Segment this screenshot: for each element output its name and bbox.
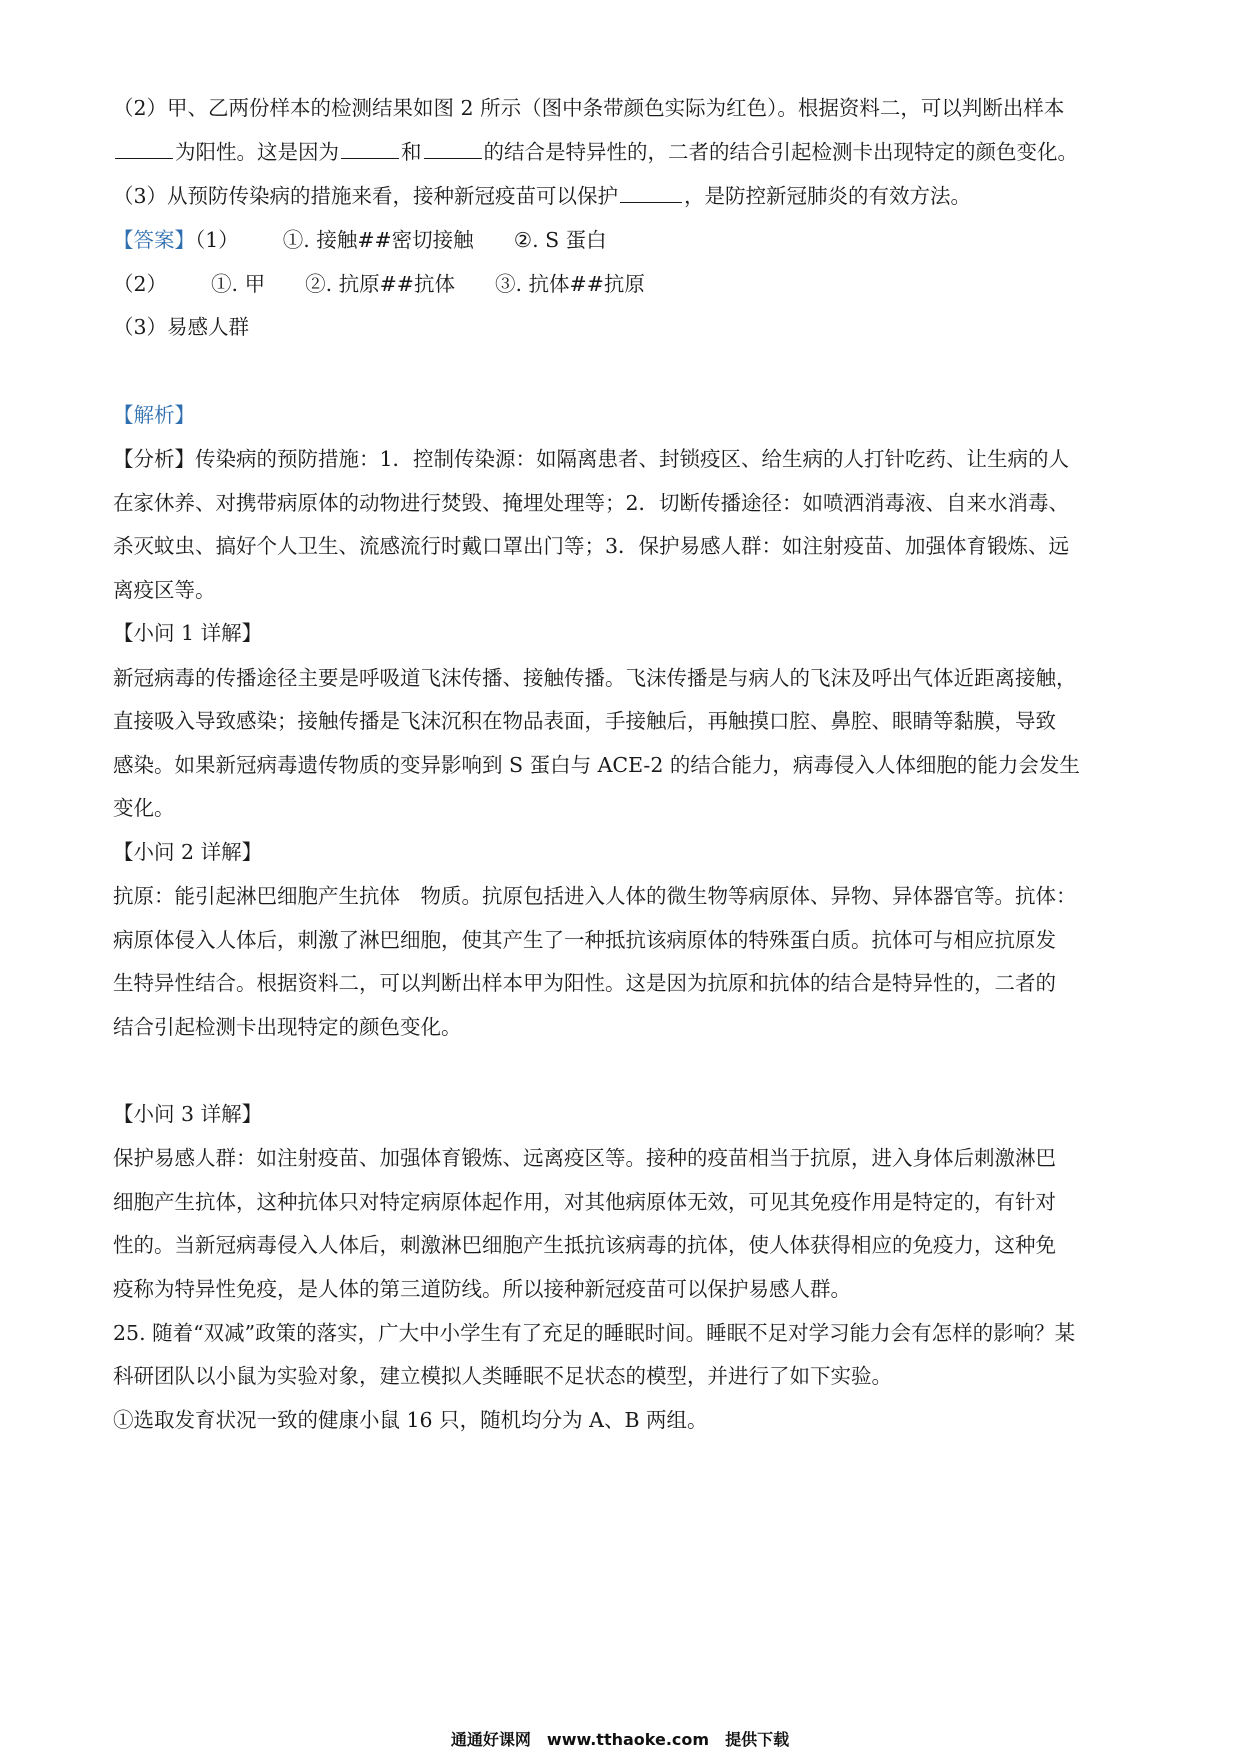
analysis-tag: 【解析】 bbox=[113, 403, 195, 427]
answer-blank bbox=[115, 138, 173, 159]
answer-row-3: （3）易感人群 bbox=[113, 315, 250, 339]
analysis-line: 杀灭蚊虫、搞好个人卫生、流感流行时戴口罩出门等；3．保护易感人群：如注射疫苗、加强体育锻炼、远 bbox=[113, 534, 1070, 558]
answer-item: ②. S 蛋白 bbox=[513, 228, 607, 252]
detail2-line: 抗原：能引起淋巴细胞产生抗体 物质。抗原包括进入人体的微生物等病原体、异物、异体器官等。抗体： bbox=[113, 884, 1077, 908]
answer-item: ③. 抗体##抗原 bbox=[494, 272, 645, 296]
detail1-line: 直接吸入导致感染；接触传播是飞沫沉积在物品表面，手接触后，再触摸口腔、鼻腔、眼睛等黏膜，导致 bbox=[113, 709, 1056, 733]
answer-item: ①. 甲 bbox=[211, 272, 266, 296]
analysis-line: 【分析】传染病的预防措施：1．控制传染源：如隔离患者、封锁疫区、给生病的人打针吃药、让生病的人 bbox=[113, 447, 1070, 471]
detail1-line: 变化。 bbox=[113, 796, 175, 820]
answer-row-2 bbox=[113, 270, 1133, 298]
q2-line-2 bbox=[113, 138, 1133, 166]
analysis-line: 在家休养、对携带病原体的动物进行焚毁、掩埋处理等；2．切断传播途径：如喷洒消毒液、自来水消毒、 bbox=[113, 491, 1070, 515]
detail2-line: 病原体侵入人体后，刺激了淋巴细胞，使其产生了一种抵抗该病原体的特殊蛋白质。抗体可与相应抗原发 bbox=[113, 928, 1056, 952]
detail3-line: 性的。当新冠病毒侵入人体后，刺激淋巴细胞产生抵抗该病毒的抗体，使人体获得相应的免疫力，这种免 bbox=[113, 1233, 1056, 1257]
answer-row-1 bbox=[113, 226, 1133, 254]
detail2-line: 结合引起检测卡出现特定的颜色变化。 bbox=[113, 1015, 462, 1039]
q25-line: ①选取发育状况一致的健康小鼠 16 只，随机均分为 A、B 两组。 bbox=[113, 1408, 708, 1432]
answer-item: ②. 抗原##抗体 bbox=[305, 272, 455, 296]
q25-line: 科研团队以小鼠为实验对象，建立模拟人类睡眠不足状态的模型，并进行了如下实验。 bbox=[113, 1364, 892, 1388]
analysis-line: 离疫区等。 bbox=[113, 578, 216, 602]
detail1-heading: 【小问 1 详解】 bbox=[113, 621, 263, 645]
answer-blank bbox=[620, 182, 682, 203]
answer-blank bbox=[341, 138, 399, 159]
q3-line bbox=[113, 182, 1133, 210]
detail1-line: 感染。如果新冠病毒遗传物质的变异影响到 S 蛋白与 ACE-2 的结合能力，病毒侵入人体细胞的能力会发生 bbox=[113, 753, 1080, 777]
detail2-heading: 【小问 2 详解】 bbox=[113, 840, 263, 864]
detail2-line: 生特异性结合。根据资料二，可以判断出样本甲为阳性。这是因为抗原和抗体的结合是特异性的，二者的 bbox=[113, 971, 1056, 995]
q25-line: 25. 随着“双减”政策的落实，广大中小学生有了充足的睡眠时间。睡眠不足对学习能力会有怎样的影响？某 bbox=[113, 1321, 1076, 1345]
answer-item: ①. 接触##密切接触 bbox=[282, 228, 474, 252]
q3-text-b: ，是防控新冠肺炎的有效方法。 bbox=[684, 184, 972, 208]
detail3-line: 细胞产生抗体，这种抗体只对特定病原体起作用，对其他病原体无效，可见其免疫作用是特定的，有针对 bbox=[113, 1190, 1056, 1214]
page-footer: 通通好课网 www.tthaoke.com 提供下载 bbox=[450, 1730, 790, 1749]
q3-text-a: （3）从预防传染病的措施来看，接种新冠疫苗可以保护 bbox=[113, 184, 619, 208]
answer-tag: 【答案】 bbox=[113, 228, 195, 252]
q2-text-a: 为阳性。这是因为 bbox=[175, 140, 339, 164]
answer-blank bbox=[424, 138, 482, 159]
q2-text-c: 的结合是特异性的，二者的结合引起检测卡出现特定的颜色变化。 bbox=[483, 140, 1078, 164]
detail3-heading: 【小问 3 详解】 bbox=[113, 1102, 263, 1126]
answer-num: （2） bbox=[113, 272, 168, 296]
detail3-line: 疫称为特异性免疫，是人体的第三道防线。所以接种新冠疫苗可以保护易感人群。 bbox=[113, 1277, 851, 1301]
detail3-line: 保护易感人群：如注射疫苗、加强体育锻炼、远离疫区等。接种的疫苗相当于抗原，进入身体后刺激淋巴 bbox=[113, 1146, 1056, 1170]
detail1-line: 新冠病毒的传播途径主要是呼吸道飞沫传播、接触传播。飞沫传播是与病人的飞沫及呼出气体近距离接触， bbox=[113, 666, 1077, 690]
answer-num: （1） bbox=[195, 228, 239, 252]
q2-line-1: （2）甲、乙两份样本的检测结果如图 2 所示（图中条带颜色实际为红色）。根据资料二，可以判断出样本 bbox=[113, 96, 1065, 120]
q2-text-b: 和 bbox=[401, 140, 422, 164]
